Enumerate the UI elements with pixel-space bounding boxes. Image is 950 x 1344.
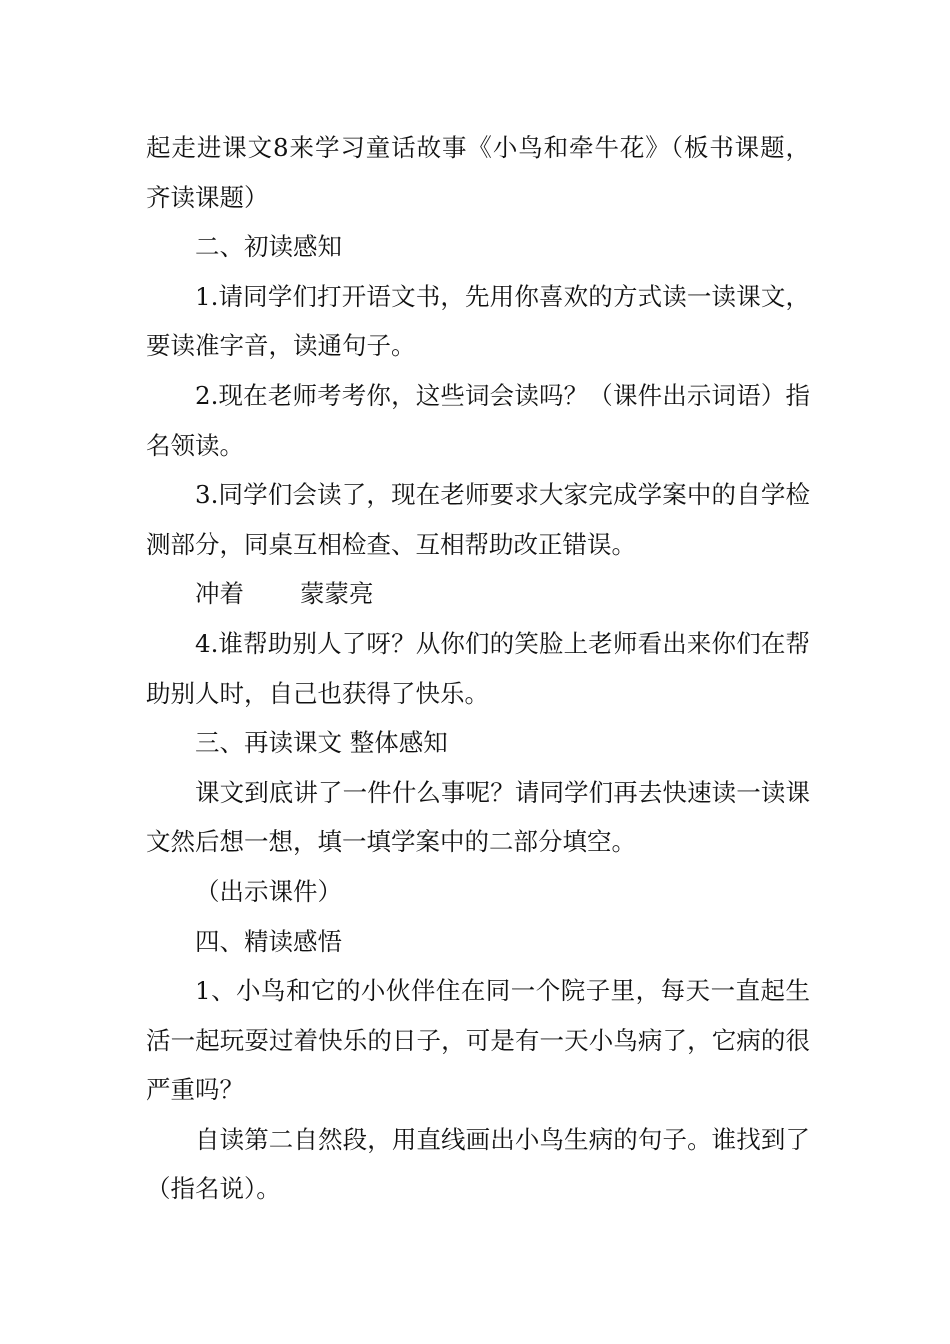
paragraph-show-courseware: （出示课件） [195, 876, 342, 906]
section-heading-first-reading: 二、初读感知 [195, 232, 342, 262]
word-pair-first: 冲着 [195, 579, 244, 609]
paragraph-step-3: 3.同学们会读了，现在老师要求大家完成学案中的自学检测部分，同桌互相检查、互相帮助改正错误。 [146, 480, 810, 559]
paragraph-reread-question: 课文到底讲了一件什么事呢？请同学们再去快速读一读课文然后想一想，填一填学案中的二部分填空。 [146, 777, 810, 857]
paragraph-step-2: 2.现在老师考考你，这些词会读吗？（课件出示词语）指名领读。 [146, 380, 810, 460]
section-heading-close-reading: 四、精读感悟 [195, 926, 342, 956]
word-pair-line [146, 569, 810, 619]
paragraph-close-reading-1: 1、小鸟和它的小伙伴住在同一个院子里，每天一直起生活一起玩耍过着快乐的日子，可是有一天小鸟病了，它病的很严重吗？ [146, 976, 810, 1105]
paragraph-intro-continuation: 起走进课文8来学习童话故事《小鸟和牵牛花》（板书课题，齐读课题） [146, 133, 810, 212]
document-body [146, 123, 810, 1214]
paragraph-self-reading: 自读第二自然段，用直线画出小鸟生病的句子。谁找到了（指名说）。 [146, 1124, 810, 1204]
word-pair-second: 蒙蒙亮 [300, 579, 374, 609]
section-heading-reread: 三、再读课文 整体感知 [195, 728, 448, 758]
paragraph-step-4: 4.谁帮助别人了呀？从你们的笑脸上老师看出来你们在帮助别人时，自己也获得了快乐。 [146, 628, 810, 708]
paragraph-step-1: 1.请同学们打开语文书，先用你喜欢的方式读一读课文，要读准字音，读通句子。 [146, 281, 810, 361]
